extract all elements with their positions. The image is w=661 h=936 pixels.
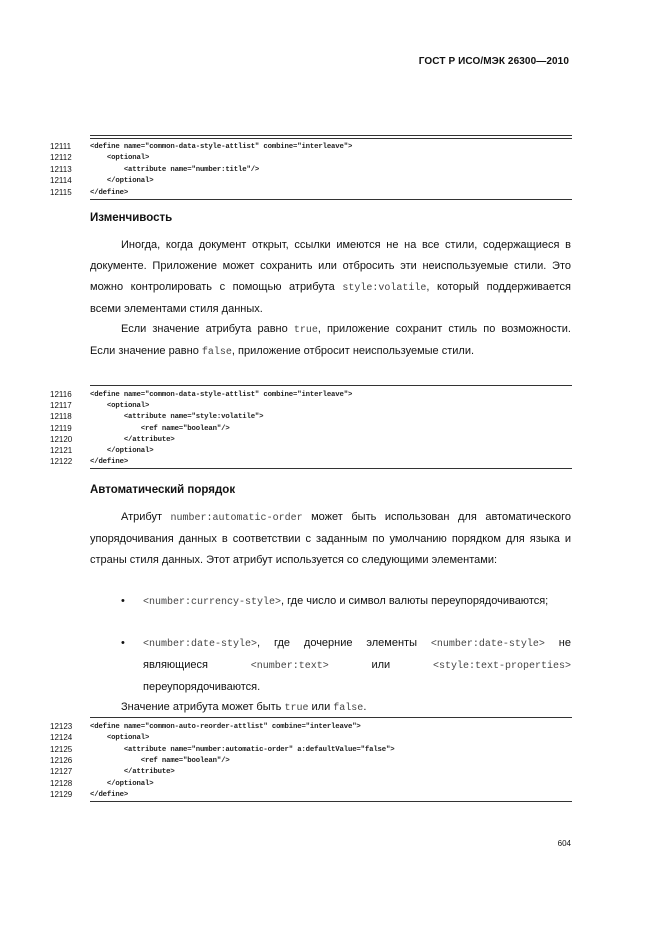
bullet-date-style [143, 633, 571, 698]
code-text: <optional> [90, 402, 150, 411]
code-block-top-rule [90, 385, 572, 386]
line-number: 12124 [50, 733, 73, 743]
code-text: <ref name="boolean"/> [90, 756, 230, 765]
text: , который поддерживается всеми элементами стиля данных. [90, 281, 572, 315]
code-text: </attribute> [90, 435, 175, 444]
text: Значение атрибута может быть [121, 701, 285, 713]
line-number: 12122 [50, 457, 73, 467]
text: не являющиеся [143, 637, 571, 671]
code-block-bottom-rule [90, 199, 572, 200]
bullet-marker: • [121, 637, 125, 649]
code-true: true [284, 703, 309, 714]
line-number: 12118 [50, 412, 72, 422]
code-true: true [293, 325, 318, 336]
code-text: <attribute name="number:automatic-order" a:defaultValue="false"> [90, 745, 395, 754]
section-title-automatic-order: Автоматический порядок [90, 484, 236, 496]
code-block-common-data-style-attlist [50, 133, 572, 203]
code-number-text: <number:text> [250, 661, 329, 672]
bullet-marker: • [121, 595, 125, 607]
code-block-common-auto-reorder-attlist [50, 717, 572, 803]
text: , где дочерние элементы [257, 637, 431, 649]
code-style-volatile: style:volatile [342, 283, 427, 294]
line-number: 12115 [50, 187, 72, 197]
code-number-date-style: <number:date-style> [430, 639, 545, 650]
line-number: 12128 [50, 778, 73, 788]
line-number: 12125 [50, 744, 73, 754]
text: , приложение отбросит неиспользуемые стили. [231, 345, 475, 357]
paragraph-automatic-order-values [90, 697, 571, 719]
line-number: 12127 [50, 767, 73, 777]
code-number-date-style: <number:date-style> [143, 639, 258, 650]
code-text: <attribute name="style:volatile"> [90, 413, 264, 422]
code-block-bottom-rule [90, 801, 572, 802]
page-header: ГОСТ Р ИСО/МЭК 26300—2010 [418, 56, 569, 67]
code-number-currency-style: <number:currency-style> [143, 597, 282, 608]
code-text: <optional> [90, 154, 150, 163]
code-text: </optional> [90, 177, 154, 186]
text: переупорядочиваются. [143, 681, 261, 693]
code-block-top-rule [90, 717, 572, 718]
line-number: 12120 [50, 434, 73, 444]
line-number: 12116 [50, 390, 72, 399]
code-block-bottom-rule [90, 468, 572, 469]
code-text: <define name="common-data-style-attlist" combine="interleave"> [90, 143, 353, 151]
text: . [363, 701, 367, 713]
text: Иногда, когда документ открыт, ссылки имеются не на все стили, содержащиеся в документе. Приложение может сохранить или отбросить эти неиспользуемые стили. Это можно контролировать с помощью атрибута [90, 239, 571, 293]
line-number: 12111 [50, 142, 72, 151]
paragraph-automatic-order-intro [90, 507, 571, 571]
line-number: 12117 [50, 401, 72, 411]
page-number: 604 [557, 839, 571, 848]
line-number: 12121 [50, 446, 73, 455]
text: , где число и символ валюты переупорядочиваются; [281, 595, 549, 607]
code-text: </attribute> [90, 768, 175, 777]
code-text: </define> [90, 458, 129, 467]
code-text: <ref name="boolean"/> [90, 424, 230, 433]
code-block-top-rule [90, 135, 572, 136]
line-number: 12126 [50, 755, 73, 765]
code-number-automatic-order: number:automatic-order [170, 513, 303, 524]
code-false: false [201, 347, 232, 358]
text: Если значение атрибута равно [121, 323, 294, 335]
bullet-currency-style [143, 591, 571, 613]
line-number: 12112 [50, 153, 72, 163]
text: или [308, 701, 334, 713]
code-text: </optional> [90, 779, 154, 788]
code-style-text-properties: <style:text-properties> [432, 661, 572, 672]
text: может быть использован для автоматического упорядочивания данных в соответствии с заданным по умолчанию порядком для языка и страны стиля данных. Этот атрибут используется со следующими элементами: [90, 511, 571, 566]
text: или [328, 659, 433, 671]
text: , приложение сохранит стиль по возможности. Если значение равно [90, 323, 571, 357]
code-text: </define> [90, 188, 129, 197]
text: Атрибут [121, 511, 171, 523]
line-number: 12114 [50, 176, 72, 186]
code-block-style-volatile [50, 385, 572, 471]
section-title-volatility: Изменчивость [90, 212, 173, 224]
code-text: <optional> [90, 734, 150, 743]
code-text: </define> [90, 790, 129, 799]
paragraph-volatility-values [90, 319, 571, 363]
code-text: </optional> [90, 447, 154, 455]
paragraph-volatility-intro [90, 235, 571, 320]
code-text: <define name="common-data-style-attlist" combine="interleave"> [90, 391, 353, 399]
code-text: <attribute name="number:title"/> [90, 165, 260, 174]
code-false: false [333, 703, 364, 714]
line-number: 12123 [50, 722, 73, 731]
code-block-top-rule-inner [90, 138, 572, 139]
code-text: <define name="common-auto-reorder-attlist" combine="interleave"> [90, 723, 361, 731]
line-number: 12129 [50, 789, 73, 799]
line-number: 12119 [50, 423, 72, 433]
line-number: 12113 [50, 164, 72, 174]
